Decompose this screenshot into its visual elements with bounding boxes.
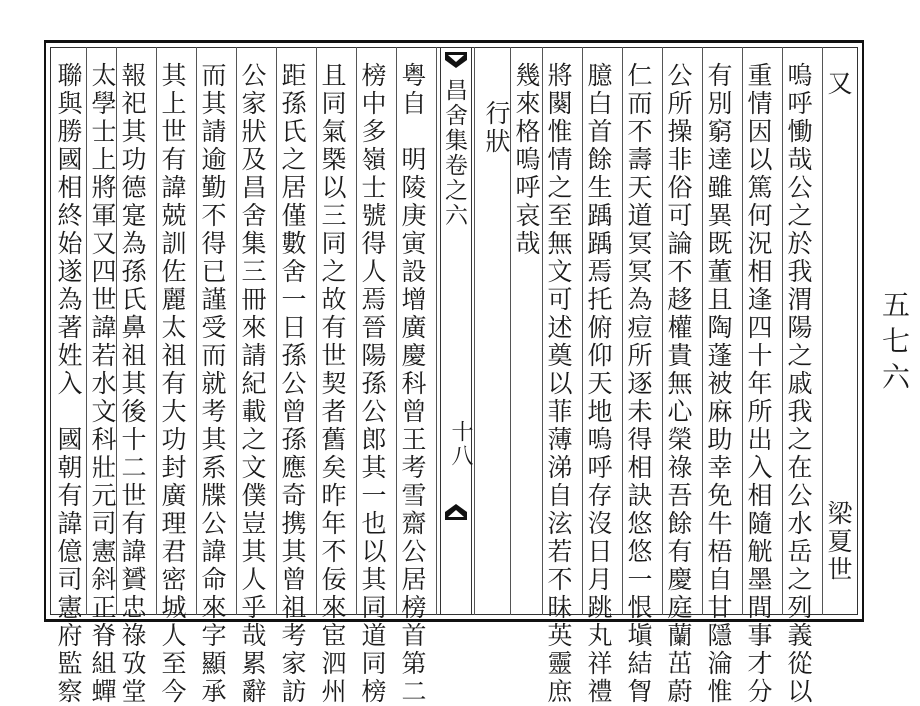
record-text-column: 而其請逾勤不得已謹受而就考其系牒公諱命來字顯承 [198,62,227,706]
column-rule [782,47,783,615]
elegy-author: 梁夏世 [824,500,853,584]
column-rule [702,47,703,615]
column-rule [236,47,237,615]
record-text-column: 報祀其功德寔為孫氏鼻祖其後十二世有諱贇忠祿攷堂 [118,62,147,706]
volume-title: 昌舍集卷之六 [441,78,467,228]
column-rule [542,47,543,615]
elegy-text-column: 仁而不壽天道冥冥為痘所逐未得相訣悠悠一恨塡結胷 [624,62,653,706]
fishtail-mark-icon [444,498,468,522]
fishtail-mark-icon [444,50,468,74]
column-rule [662,47,663,615]
record-heading: 行狀 [482,100,511,156]
column-rule [276,47,277,615]
column-rule [196,47,197,615]
elegy-text-column: 公所操非俗可論不趍權貴無心榮祿吾餘有慶庭蘭茁蔚 [664,62,693,706]
leaf-number: 十八 [448,420,473,468]
column-rule [436,47,437,615]
column-rule [396,47,397,615]
elegy-text-column: 嗚呼慟哉公之於我渭陽之戚我之在公水岳之列義從以 [784,62,813,706]
record-text-column: 其上世有諱兢訓佐麗太祖有大功封廣理君密城人至今 [158,62,187,706]
column-rule [316,47,317,615]
column-rule [822,47,823,615]
column-rule [622,47,623,615]
column-rule [582,47,583,615]
record-text-column: 粤自 明陵庚寅設增廣慶科曾王考雪齋公居榜首第二 [398,62,427,706]
column-rule [474,47,475,615]
elegy-heading: 又 [824,70,853,98]
elegy-text-column: 將闋惟情之至無文可述奠以菲薄涕自泫若不昧英靈庶 [544,62,573,706]
column-rule [356,47,357,615]
elegy-text-column: 幾來格嗚呼哀哉 [512,62,541,258]
column-rule [86,47,87,615]
record-text-column: 公家狀及昌舍集三冊來請紀載之文僕豈其人乎哉累辭 [238,62,267,706]
record-text-column: 太學士上將軍又四世諱若水文科壯元司憲斜正脊組蟬 [88,62,117,706]
record-text-column: 聯與勝國相終始遂為著姓入 國朝有諱億司憲府監察 [54,62,83,706]
column-rule [156,47,157,615]
elegy-text-column: 有別窮達雖異既董且陶蓬被麻助幸免牛梧自甘隱淪惟 [704,62,733,706]
record-text-column: 且同氣槩以三同之故有世契者舊矣昨年不佞來宦泗州 [318,62,347,706]
elegy-text-column: 重情因以篤何況相逢四十年所出入相隨觥墨間事才分 [744,62,773,706]
record-text-column: 距孫氏之居僅數舍一日孫公曾孫應奇携其曾祖考家訪 [278,62,307,706]
record-text-column: 榜中多嶺士號得人焉晉陽孫公郎其一也以其同道同榜 [358,62,387,706]
elegy-text-column: 臆白首餘生踽踽焉托俯仰天地嗚呼存沒日月跳丸祥禮 [584,62,613,706]
column-rule [742,47,743,615]
page-number: 五七六 [878,290,911,398]
